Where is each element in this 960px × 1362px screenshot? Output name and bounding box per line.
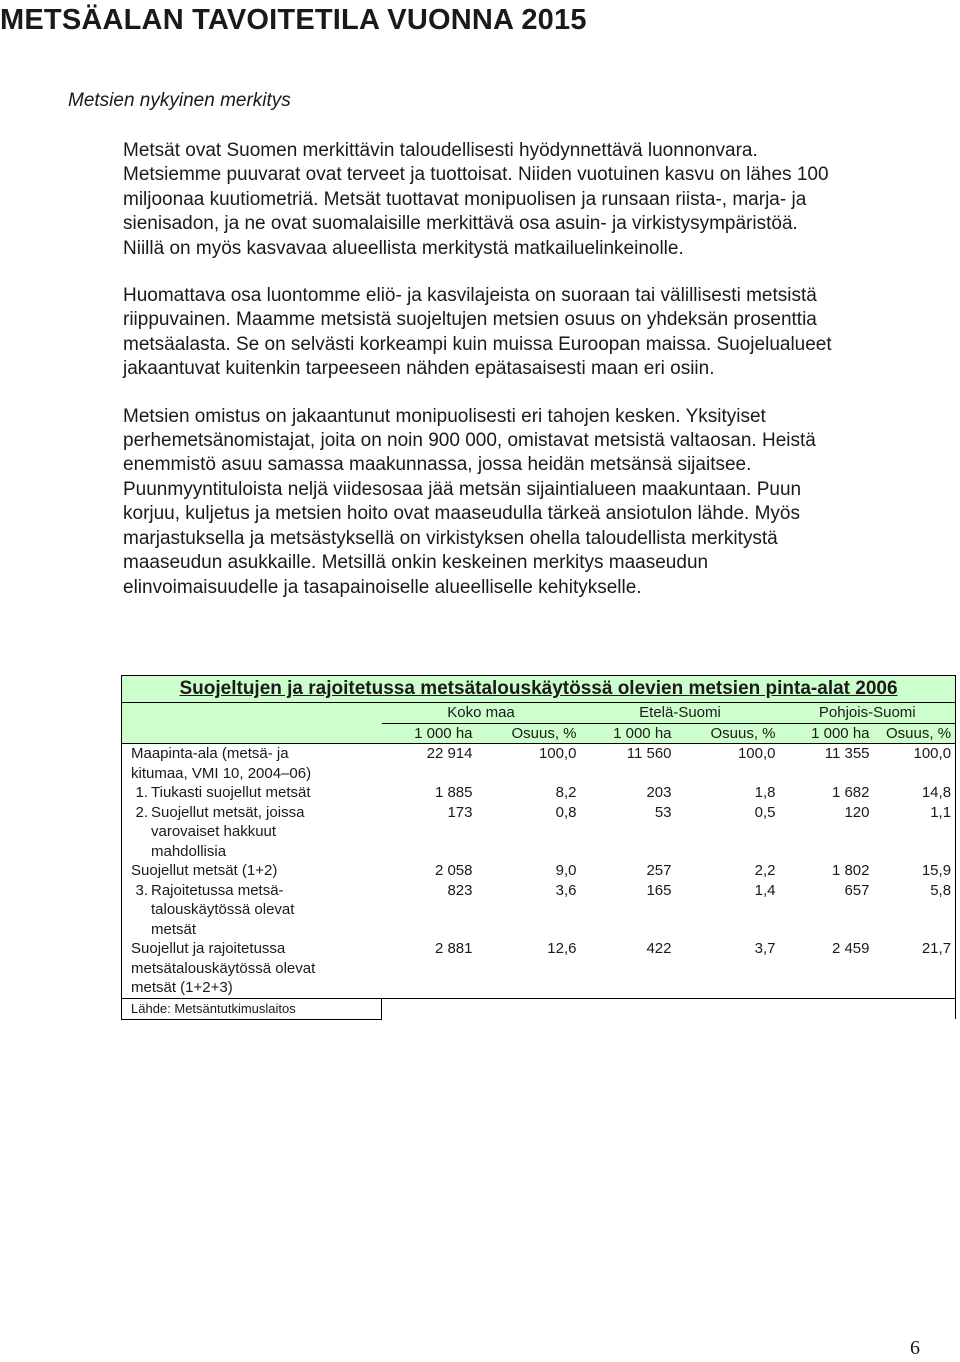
column-header: Osuus, % [676, 723, 780, 744]
region-header: Pohjois-Suomi [780, 703, 956, 724]
row-label-line: metsätalouskäytössä olevat [131, 959, 316, 977]
body-text [123, 139, 923, 623]
table-row [122, 939, 956, 998]
table-cell: 1 802 [831, 862, 870, 879]
paragraph-line: maaseudun asukkaille. Metsillä onkin keskeinen merkitys maaseudun [123, 552, 709, 574]
table-cell: 2 058 [434, 862, 473, 879]
table-cell: 823 [447, 881, 473, 899]
paragraph-line: jakaantuvat kuitenkin tarpeeseen nähden epätasaisesti maan eri osiin. [123, 358, 715, 380]
source-row-filler [382, 998, 956, 1019]
column-header: 1 000 ha [581, 723, 676, 744]
paragraph-line: korjuu, kuljetus ja metsien hoito ovat maaseudulla tärkeä ansiotulon lähde. Myös [123, 503, 800, 525]
table-cell: 100,0 [737, 745, 776, 762]
region-header: Koko maa [382, 703, 581, 724]
row-label-line: metsät (1+2+3) [131, 979, 233, 996]
row-label-line: metsät [151, 920, 197, 938]
header-empty-cell [122, 703, 382, 724]
table-cell: 53 [654, 803, 672, 821]
table-cell: 1,4 [754, 881, 776, 899]
table-cell: 120 [844, 803, 870, 821]
section-subtitle: Metsien nykyinen merkitys [68, 90, 291, 111]
paragraph-1 [123, 139, 923, 261]
table-cell: 1,1 [874, 803, 956, 862]
paragraph-line: sienisadon, ja ne ovat suomalaisille merkittävä osa asuin- ja virkistysympäristöä. [123, 213, 798, 235]
source-row [122, 998, 956, 1019]
table-cell: 21,7 [874, 939, 956, 998]
table-cell: 3,6 [555, 881, 577, 899]
paragraph-line: Metsien omistus on jakaantunut monipuolisesti eri tahojen kesken. Yksityiset [123, 405, 766, 427]
table-row [122, 783, 956, 803]
paragraph-line: metsäalasta. Se on selvästi korkeampi kuin muissa Euroopan maissa. Suojelualueet [123, 333, 832, 355]
table-cell: 11 560 [626, 745, 672, 762]
table-source: Lähde: Metsäntutkimuslaitos [122, 998, 382, 1019]
paragraph-line: Metsiemme puuvarat ovat terveet ja tuottoisat. Niiden vuotuinen kasvu on lähes 100 [123, 164, 829, 186]
table-cell: 3,7 [754, 940, 776, 957]
table-cell: 257 [646, 862, 672, 879]
page-title: METSÄALAN TAVOITETILA VUONNA 2015 [0, 4, 587, 36]
row-label-line: varovaiset hakkuut [151, 823, 277, 840]
region-header-row [122, 703, 956, 724]
region-header: Etelä-Suomi [581, 703, 780, 724]
row-label-line: Suojellut metsät (1+2) [131, 862, 278, 879]
table-cell: 11 355 [824, 745, 870, 762]
row-number: 2. [135, 803, 148, 821]
table-cell: 0,5 [754, 803, 776, 821]
table-cell: 2 459 [831, 940, 870, 957]
header-empty-cell [122, 723, 382, 744]
row-label [122, 861, 382, 881]
column-header-row [122, 723, 956, 744]
column-header: 1 000 ha [780, 723, 874, 744]
table-cell: 2 881 [434, 940, 473, 957]
table-row [122, 803, 956, 862]
paragraph-line: riippuvainen. Maamme metsistä suojeltujen metsien osuus on yhdeksän prosenttia [123, 309, 817, 331]
table-cell: 422 [646, 940, 672, 957]
table-cell: 5,8 [874, 881, 956, 940]
row-label-line: Suojellut metsät, joissa [151, 803, 305, 821]
row-label-line: mahdollisia [151, 842, 227, 860]
table-cell: 1,8 [754, 784, 776, 801]
row-label [122, 881, 382, 940]
paragraph-line: Puunmyyntituloista neljä viidesosaa jää metsän sijaintialueen maakuntaan. Puun [123, 478, 802, 500]
paragraph-line: elinvoimaisuudelle ja tasapainoiselle alueelliselle kehitykselle. [123, 576, 642, 598]
row-label-line: Maapinta-ala (metsä- ja [131, 745, 289, 762]
table-cell: 165 [646, 881, 672, 899]
paragraph-3 [123, 405, 923, 600]
paragraph-line: miljoonaa kuutiometriä. Metsät tuottavat monipuolisen ja runsaan riista-, marja- ja [123, 188, 807, 210]
table-cell: 9,0 [555, 862, 577, 879]
row-label-line: Tiukasti suojellut metsät [151, 784, 311, 801]
paragraph-2 [123, 284, 923, 382]
page-number: 6 [910, 1337, 920, 1359]
table-cell: 1 885 [434, 784, 473, 801]
paragraph-line: marjastuksella ja metsästyksellä on virkistyksen ohella taloudellista merkitystä [123, 527, 778, 549]
paragraph-line: Niillä on myös kasvavaa alueellista merkitystä matkailuelinkeinolle. [123, 237, 684, 259]
table-cell: 1 682 [831, 784, 870, 801]
table-row [122, 861, 956, 881]
row-label [122, 803, 382, 862]
forest-area-table [121, 675, 956, 1020]
table-cell: 12,6 [547, 940, 577, 957]
paragraph-line: perhemetsänomistajat, joita on noin 900 000, omistavat metsistä valtaosan. Heistä [123, 430, 816, 452]
table-cell: 0,8 [555, 803, 577, 821]
table-cell: 657 [844, 881, 870, 899]
table-row [122, 744, 956, 784]
row-label-line: talouskäytössä olevat [151, 901, 295, 918]
table-cell: 14,8 [874, 783, 956, 803]
row-label [122, 939, 382, 998]
row-label [122, 783, 382, 803]
table-cell: 8,2 [555, 784, 577, 801]
row-label-line: Suojellut ja rajoitetussa [131, 940, 286, 957]
paragraph-line: enemmistö asuu samassa maakunnassa, jossa heidän metsänsä sijaitsee. [123, 454, 752, 476]
table-caption-row [122, 676, 956, 703]
table-cell: 203 [646, 784, 672, 801]
paragraph-line: Huomattava osa luontomme eliö- ja kasvilajeista on suoraan tai välillisesti metsistä [123, 285, 817, 307]
table-cell: 100,0 [874, 744, 956, 784]
table-cell: 2,2 [754, 862, 776, 879]
table-cell: 22 914 [426, 745, 473, 762]
column-header: Osuus, % [874, 723, 956, 744]
row-label [122, 744, 382, 784]
table-cell: 173 [447, 803, 473, 821]
table-row [122, 881, 956, 940]
paragraph-line: Metsät ovat Suomen merkittävin taloudellisesti hyödynnettävä luonnonvara. [123, 140, 758, 161]
row-label-line: kitumaa, VMI 10, 2004–06) [131, 764, 312, 782]
row-label-line: Rajoitetussa metsä- [151, 881, 284, 899]
table-caption: Suojeltujen ja rajoitetussa metsätalouskäytössä olevien metsien pinta-alat 2006 [122, 676, 956, 703]
table-cell: 100,0 [538, 745, 577, 762]
table-cell: 15,9 [874, 861, 956, 881]
row-number: 3. [135, 881, 148, 899]
column-header: 1 000 ha [382, 723, 477, 744]
row-number: 1. [135, 784, 148, 801]
column-header: Osuus, % [477, 723, 581, 744]
